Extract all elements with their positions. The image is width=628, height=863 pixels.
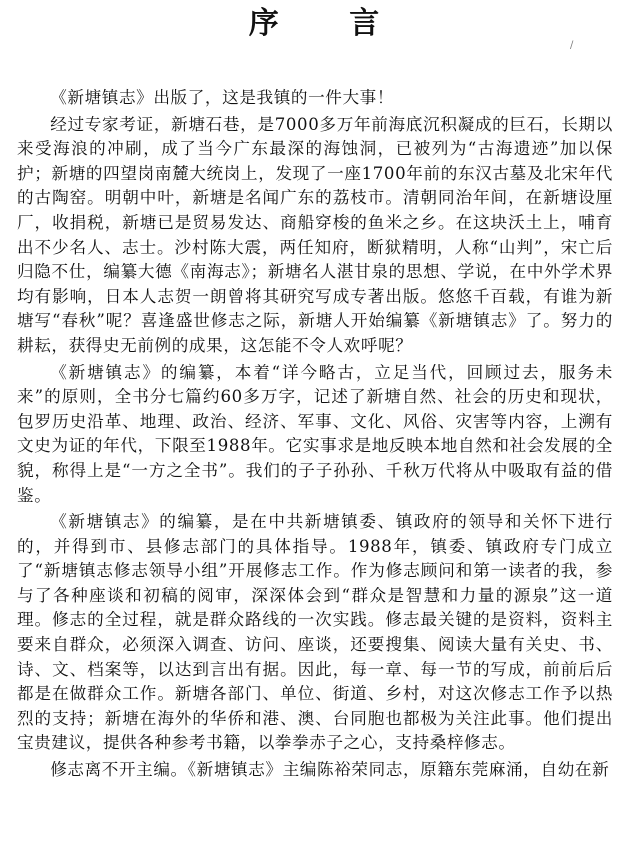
page-title: 序 言 [248,6,410,41]
scan-speck: / [570,40,574,51]
paragraph-1: 《新塘镇志》出版了，这是我镇的一件大事！ [50,88,395,107]
paragraph-4: 《新塘镇志》的编纂，是在中共新塘镇委、镇政府的领导和关怀下进行的，并得到市、县修志部门的具体指导。1988年，镇委、镇政府专门成立了“新塘镇志修志领导小组”开展修志工作。作为修志顾问和第一读者的我，参与了各种座谈和初稿的阅审，深深体会到“群众是智慧和力量的源泉”这一道理。修志的全过程，就是群众路线的一次实践。修志最关键的是资料，资料主要来自群众，必须深入调查、访问、座谈，还要搜集、阅读大量有关史、书、诗、文、档案等，以达到言出有据。因此，每一章、每一节的写成，前前后后都是在做群众工作。新塘各部门、单位、街道、乡村，对这次修志工作予以热烈的支持；新塘在海外的华侨和港、澳、台同胞也都极为关注此事。他们提出宝贵建议，提供各种参考书籍，以拳拳赤子之心，支持桑梓修志。 [17,512,613,753]
paragraph-5: 修志离不开主编。《新塘镇志》主编陈裕荣同志，原籍东莞麻涌，自幼在新 [50,760,610,780]
preface-body [17,86,613,783]
paragraph-3: 《新塘镇志》的编纂，本着“详今略古，立足当代，回顾过去，服务未来”的原则，全书分七篇约60多万字，记述了新塘自然、社会的历史和现状，包罗历史沿革、地理、政治、经济、军事、文化、风俗、灾害等内容，上溯有文史为证的年代，下限至1988年。它实事求是地反映本地自然和社会发展的全貌，称得上是“一方之全书”。我们的子子孙孙、千秋万代将从中吸取有益的借鉴。 [17,362,613,505]
paragraph-2: 经过专家考证，新塘石巷，是7000多万年前海底沉积凝成的巨石，长期以来受海浪的冲刷，成了当今广东最深的海蚀洞，已被列为“古海遗迹”加以保护；新塘的四望岗南麓大统岗上，发现了一座1700年前的东汉古墓及北宋年代的古陶窑。明朝中叶，新塘是名闻广东的荔枝市。清朝同治年间，在新塘设厘厂，收捐税，新塘已是贸易发达、商船穿梭的鱼米之乡。在这块沃土上，哺育出不少名人、志士。沙村陈大震，两任知府，断狱精明，人称“山判”，宋亡后归隐不仕，编纂大德《南海志》；新塘名人湛甘泉的思想、学说，在中外学术界均有影响，日本人志贺一朗曾将其研究写成专著出版。悠悠千百载，有谁为新塘写“春秋”呢？喜逢盛世修志之际，新塘人开始编纂《新塘镇志》了。努力的耕耘，获得史无前例的成果，这怎能不令人欢呼呢？ [17,114,613,355]
